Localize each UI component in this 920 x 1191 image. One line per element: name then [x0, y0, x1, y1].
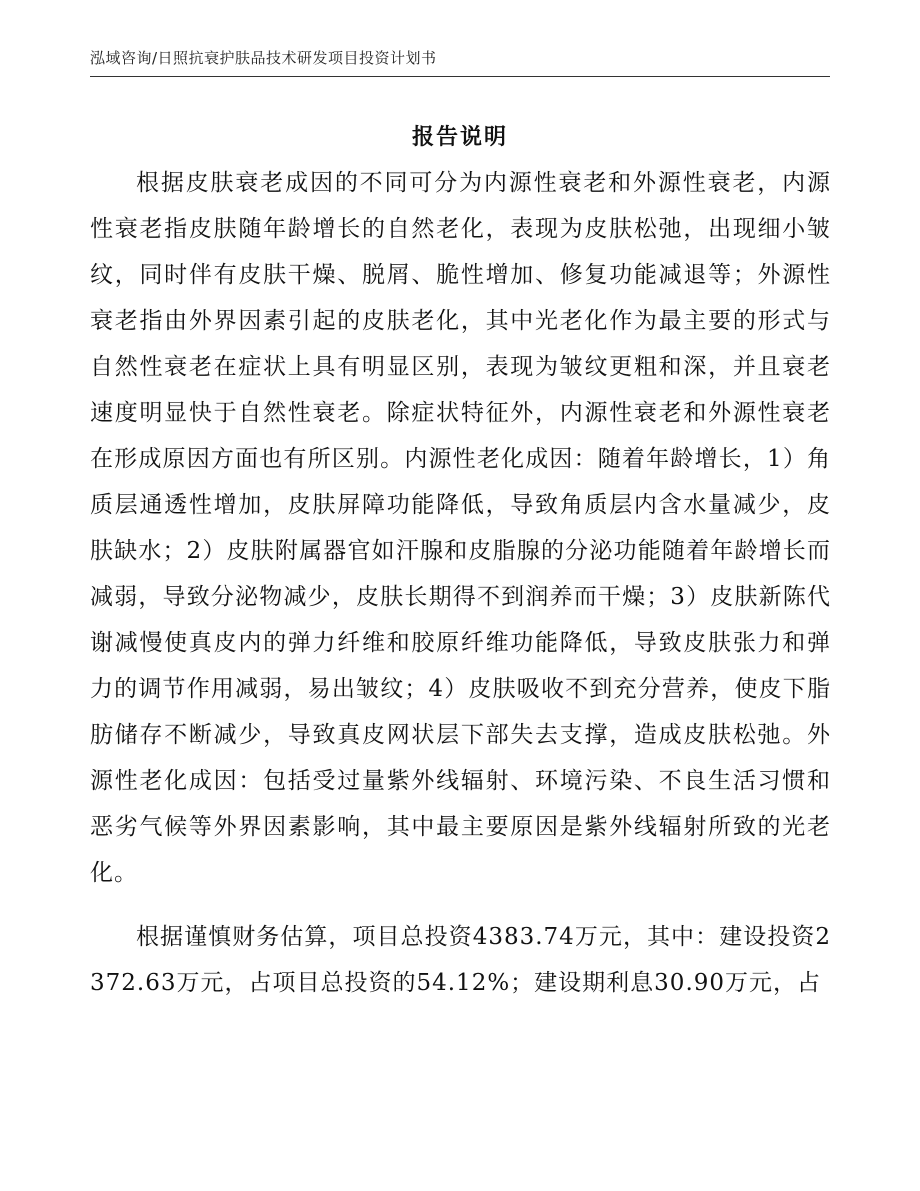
paragraph-investment-estimate: 根据谨慎财务估算，项目总投资4383.74万元，其中：建设投资2372.63万元，占项目总投资的54.12%；建设期利息30.90万元，占 [90, 924, 831, 996]
section-title: 报告说明 [411, 125, 508, 150]
document-body [90, 160, 831, 1024]
running-header: 泓域咨询/日照抗衰护肤品技术研发项目投资计划书 [90, 49, 437, 67]
header-divider [90, 76, 830, 77]
paragraph-aging-causes: 根据皮肤衰老成因的不同可分为内源性衰老和外源性衰老，内源性衰老指皮肤随年龄增长的自然老化，表现为皮肤松弛，出现细小皱纹，同时伴有皮肤干燥、脱屑、脆性增加、修复功能减退等；外源性衰老指由外界因素引起的皮肤老化，其中光老化作为最主要的形式与自然性衰老在症状上具有明显区别，表现为皱纹更粗和深，并且衰老速度明显快于自然性衰老。除症状特征外，内源性衰老和外源性衰老在形成原因方面也有所区别。内源性老化成因：随着年龄增长，1）角质层通透性增加，皮肤屏障功能降低，导致角质层内含水量减少，皮肤缺水；2）皮肤附属器官如汗腺和皮脂腺的分泌功能随着年龄增长而减弱，导致分泌物减少，皮肤长期得不到润养而干燥；3）皮肤新陈代谢减慢使真皮内的弹力纤维和胶原纤维功能降低，导致皮肤张力和弹力的调节作用减弱，易出皱纹；4）皮肤吸收不到充分营养，使皮下脂肪储存不断减少，导致真皮网状层下部失去支撑，造成皮肤松弛。外源性老化成因：包括受过量紫外线辐射、环境污染、不良生活习惯和恶劣气候等外界因素影响，其中最主要原因是紫外线辐射所致的光老化。 [90, 170, 831, 886]
